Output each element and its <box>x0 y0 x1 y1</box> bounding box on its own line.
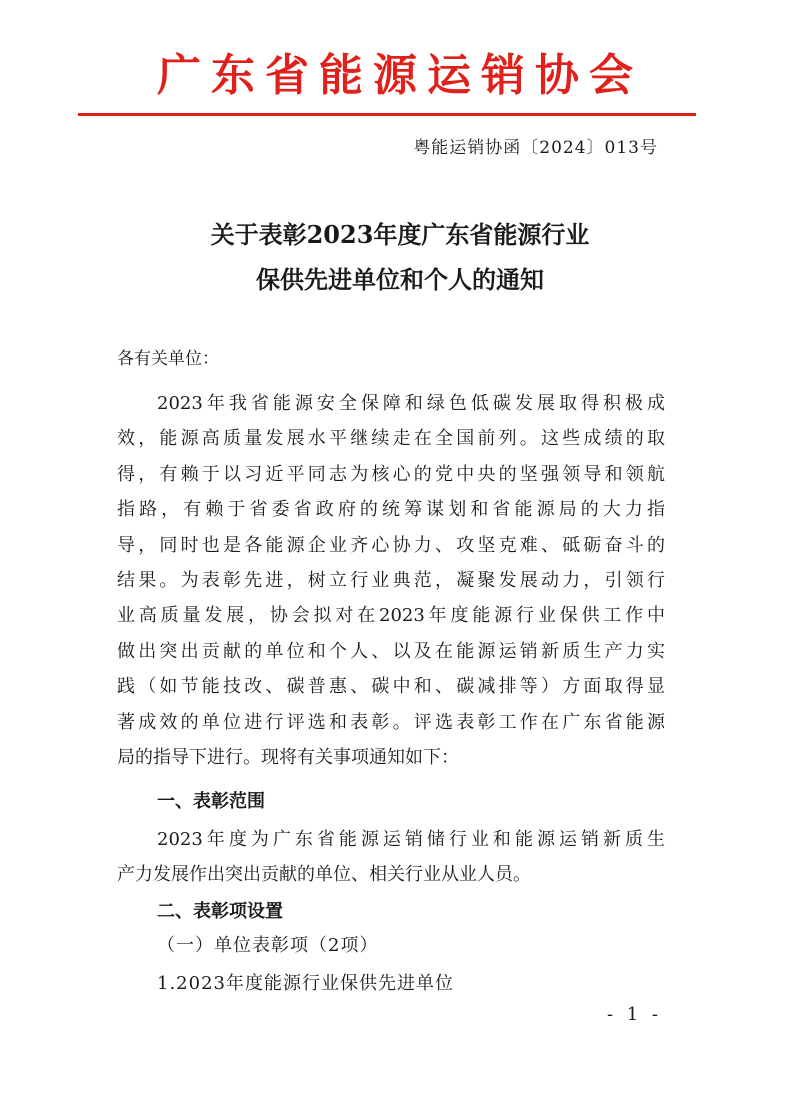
body-line: 践（如节能技改、碳普惠、碳中和、碳减排等）方面取得显 <box>117 676 665 698</box>
body-line: 导，同时也是各能源企业齐心协力、攻坚克难、砥砺奋斗的 <box>117 534 665 556</box>
body-line: 2023年我省能源安全保障和绿色低碳发展取得积极成 <box>157 393 665 414</box>
notice-title-line-1: 关于表彰2023年度广东省能源行业 <box>210 220 590 249</box>
notice-title-line-2: 保供先进单位和个人的通知 <box>256 265 544 294</box>
body-line: 业高质量发展，协会拟对在2023年度能源行业保供工作中 <box>117 605 665 627</box>
body-paragraph <box>117 386 665 775</box>
letterhead-title: 广东省能源运销协会 <box>157 50 643 101</box>
subsection-heading-unit-awards: （一）单位表彰项（2项） <box>157 935 379 956</box>
body-line: 做出突出贡献的单位和个人、以及在能源运销新质生产力实 <box>117 640 665 662</box>
body-line: 得，有赖于以习近平同志为核心的党中央的坚强领导和领航 <box>117 463 665 485</box>
page-number: - 1 - <box>606 1004 662 1025</box>
body-line: 著成效的单位进行评选和表彰。评选表彰工作在广东省能源 <box>117 711 665 733</box>
document-number: 粤能运销协函〔2024〕013号 <box>413 138 658 158</box>
salutation: 各有关单位： <box>117 349 219 369</box>
body-line: 2023年度为广东省能源运销储行业和能源运销新质生 <box>157 829 665 850</box>
award-item: 1.2023年度能源行业保供先进单位 <box>157 973 454 994</box>
section-heading-scope: 一、表彰范围 <box>157 791 265 812</box>
body-line: 产力发展作出突出贡献的单位、相关行业从业人员。 <box>117 864 531 886</box>
body-line: 局的指导下进行。现将有关事项通知如下： <box>117 746 459 768</box>
letterhead-red-rule <box>78 113 696 116</box>
body-line: 效，能源高质量发展水平继续走在全国前列。这些成绩的取 <box>117 428 665 450</box>
body-line: 指路，有赖于省委省政府的统筹谋划和省能源局的大力指 <box>117 499 665 521</box>
section-scope-text <box>117 822 665 893</box>
body-line: 结果。为表彰先进，树立行业典范，凝聚发展动力，引领行 <box>117 569 665 591</box>
section-heading-awards: 二、表彰项设置 <box>157 901 283 922</box>
